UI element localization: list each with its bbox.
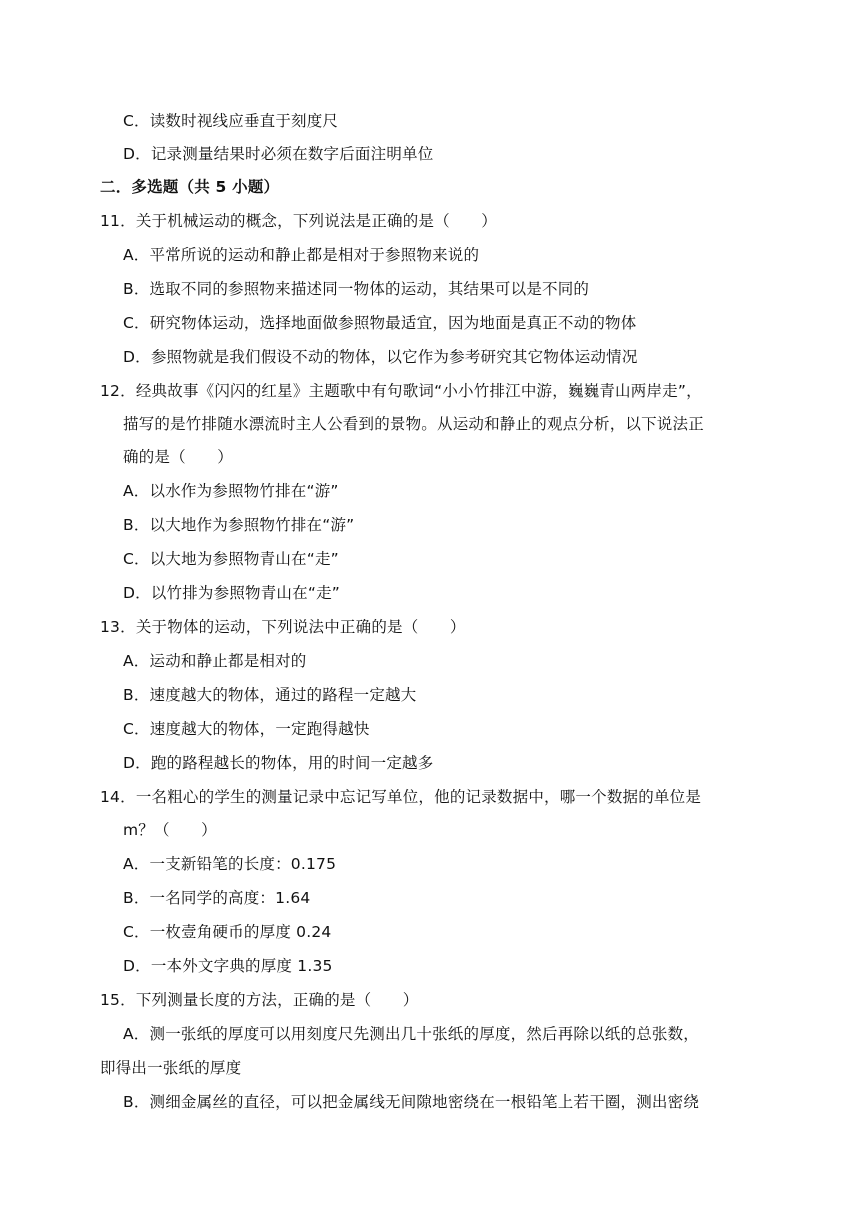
q14-option-a: A．一支新铅笔的长度：0.175	[123, 855, 337, 873]
q14-stem-line2: m？（ ）	[123, 821, 217, 839]
q13-option-a: A．运动和静止都是相对的	[123, 652, 307, 670]
q12-stem-line1: 12．经典故事《闪闪的红星》主题歌中有句歌词“小小竹排江中游，巍巍青山两岸走”，	[100, 382, 702, 400]
q14-option-b: B．一名同学的高度：1.64	[123, 889, 311, 907]
q14-stem-line1: 14．一名粗心的学生的测量记录中忘记写单位，他的记录数据中，哪一个数据的单位是	[100, 788, 702, 806]
q13-stem: 13．关于物体的运动，下列说法中正确的是（ ）	[100, 618, 466, 636]
q12-stem-line2: 描写的是竹排随水漂流时主人公看到的景物。从运动和静止的观点分析，以下说法正	[123, 415, 704, 433]
q12-option-b: B．以大地作为参照物竹排在“游”	[123, 516, 355, 534]
q12-option-a: A．以水作为参照物竹排在“游”	[123, 482, 339, 500]
q15-option-b-line1: B．测细金属丝的直径，可以把金属线无间隙地密绕在一根铅笔上若干圈，测出密绕	[123, 1093, 700, 1111]
q10-option-c: C．读数时视线应垂直于刻度尺	[123, 112, 339, 130]
q11-option-d: D．参照物就是我们假设不动的物体，以它作为参考研究其它物体运动情况	[123, 348, 638, 366]
q13-option-b: B．速度越大的物体，通过的路程一定越大	[123, 686, 417, 704]
q14-option-c: C．一枚壹角硬币的厚度 0.24	[123, 923, 332, 941]
q11-stem: 11．关于机械运动的概念，下列说法是正确的是（ ）	[100, 212, 497, 230]
q12-option-c: C．以大地为参照物青山在“走”	[123, 550, 339, 568]
q12-stem-line3: 确的是（ ）	[123, 448, 233, 466]
q14-option-d: D．一本外文字典的厚度 1.35	[123, 957, 333, 975]
q13-option-d: D．跑的路程越长的物体，用的时间一定越多	[123, 754, 434, 772]
q11-option-b: B．选取不同的参照物来描述同一物体的运动，其结果可以是不同的	[123, 280, 590, 298]
section-title: 二．多选题（共 5 小题）	[100, 178, 280, 196]
q15-option-a-line2: 即得出一张纸的厚度	[100, 1059, 242, 1077]
q11-option-c: C．研究物体运动，选择地面做参照物最适宜，因为地面是真正不动的物体	[123, 314, 637, 332]
q13-option-c: C．速度越大的物体，一定跑得越快	[123, 720, 370, 738]
q15-stem: 15．下列测量长度的方法，正确的是（ ）	[100, 991, 419, 1009]
q11-option-a: A．平常所说的运动和静止都是相对于参照物来说的	[123, 246, 480, 264]
q12-option-d: D．以竹排为参照物青山在“走”	[123, 584, 340, 602]
q15-option-a-line1: A．测一张纸的厚度可以用刻度尺先测出几十张纸的厚度，然后再除以纸的总张数，	[123, 1025, 700, 1043]
q10-option-d: D．记录测量结果时必须在数字后面注明单位	[123, 145, 434, 163]
